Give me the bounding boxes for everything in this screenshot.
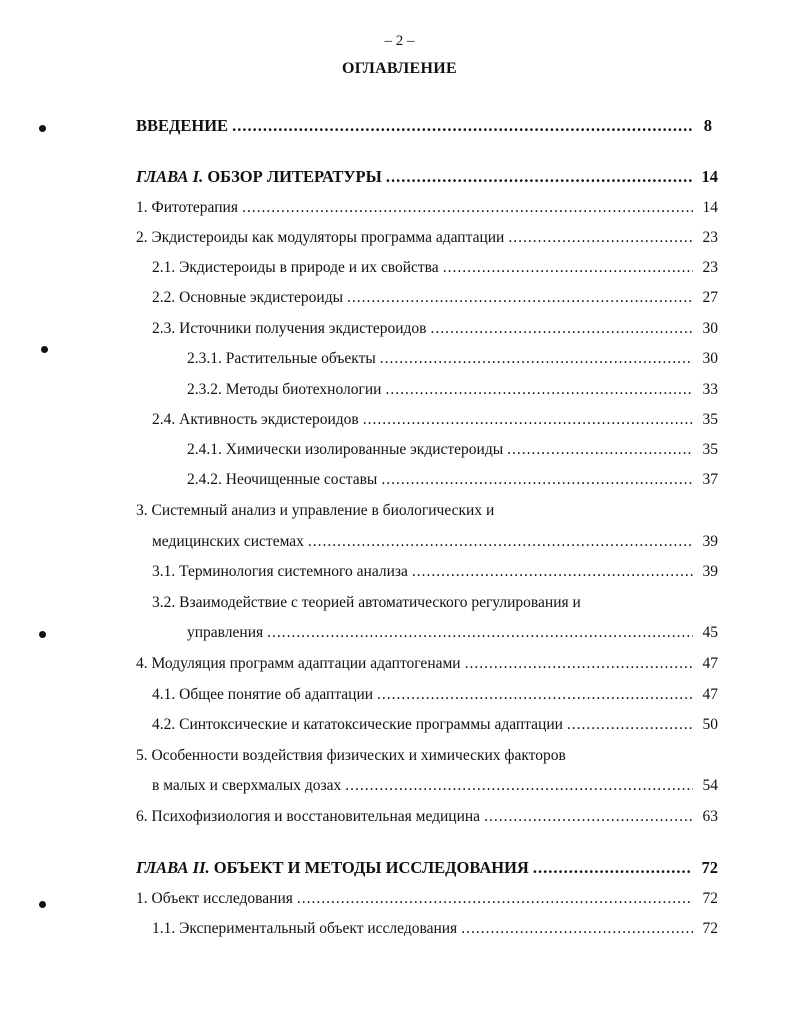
toc-entry-section-3-2-line-1[interactable]: 3.2. Взаимодействие с теорией автоматического регулирования и <box>152 594 581 611</box>
toc-label: 2.3.2. Методы биотехнологии <box>187 381 382 398</box>
toc-label: 1. Объект исследования <box>136 890 293 907</box>
toc-page-number: 39 <box>702 563 718 580</box>
toc-leader-dots <box>345 775 692 797</box>
toc-leader-dots <box>385 379 692 401</box>
toc-leader-dots <box>430 318 692 340</box>
toc-page-number: 14 <box>701 167 718 186</box>
toc-leader-dots <box>232 115 694 137</box>
toc-leader-dots <box>267 622 692 644</box>
toc-label: 2.4.1. Химически изолированные экдистероиды <box>187 441 504 458</box>
toc-entry-introduction[interactable] <box>136 115 712 137</box>
toc-entry-section-2-4[interactable] <box>152 409 718 431</box>
toc-page-number: 23 <box>702 259 718 276</box>
toc-entry-section-1[interactable] <box>136 197 718 219</box>
toc-page-number: 39 <box>702 533 718 550</box>
toc-page-number: 14 <box>702 199 718 216</box>
page-title: ОГЛАВЛЕНИЕ <box>342 60 457 77</box>
toc-leader-dots <box>507 439 692 461</box>
toc-entry-section-2-4-2[interactable] <box>187 469 718 491</box>
toc-entry-section-2-3[interactable] <box>152 318 718 340</box>
toc-chapter-number: ГЛАВА II. <box>136 858 210 877</box>
toc-page-number: 54 <box>702 777 718 794</box>
toc-entry-chapter-2-section-1[interactable] <box>136 888 718 910</box>
toc-entry-section-5-line-1[interactable]: 5. Особенности воздействия физических и химических факторов <box>136 747 566 764</box>
toc-page-number: 35 <box>702 411 718 428</box>
toc-label: 4.1. Общее понятие об адаптации <box>152 686 374 703</box>
toc-label: 2.4. Активность экдистероидов <box>152 411 359 428</box>
toc-entry-section-4-1[interactable] <box>152 684 718 706</box>
toc-entry-section-3-1[interactable] <box>152 561 718 583</box>
toc-label: ВВЕДЕНИЕ <box>136 116 229 135</box>
toc-chapter-number: ГЛАВА I. <box>136 167 204 186</box>
toc-leader-dots <box>297 888 693 910</box>
toc-label: ОБЗОР ЛИТЕРАТУРЫ <box>203 167 382 186</box>
toc-leader-dots <box>465 653 693 675</box>
toc-label: 1.1. Экспериментальный объект исследования <box>152 920 458 937</box>
toc-label: 2.3.1. Растительные объекты <box>187 350 376 367</box>
toc-leader-dots <box>461 918 692 940</box>
toc-leader-dots <box>347 287 692 309</box>
toc-label: управления <box>187 624 264 641</box>
toc-entry-section-2-3-2[interactable] <box>187 379 718 401</box>
toc-leader-dots <box>380 348 693 370</box>
toc-entry-section-4-2[interactable] <box>152 714 718 736</box>
page-number: – 2 – <box>384 33 415 49</box>
toc-label: 6. Психофизиология и восстановительная медицина <box>136 808 481 825</box>
toc-entry-section-2-2[interactable] <box>152 287 718 309</box>
toc-leader-dots <box>484 806 692 828</box>
toc-label: 2. Экдистероиды как модуляторы программа адаптации <box>136 229 505 246</box>
toc-label: ОБЪЕКТ И МЕТОДЫ ИССЛЕДОВАНИЯ <box>209 858 529 877</box>
toc-leader-dots <box>508 227 692 249</box>
toc-page-number: 45 <box>702 624 718 641</box>
toc-page-number: 63 <box>702 808 718 825</box>
toc-entry-section-5[interactable] <box>152 775 718 797</box>
toc-page-number: 30 <box>702 320 718 337</box>
toc-entry-section-3[interactable] <box>152 531 718 553</box>
toc-entry-section-2-3-1[interactable] <box>187 348 718 370</box>
toc-leader-dots <box>533 857 692 879</box>
toc-entry-section-2-1[interactable] <box>152 257 718 279</box>
toc-entry-section-3-line-1[interactable]: 3. Системный анализ и управление в биологических и <box>136 502 495 519</box>
toc-leader-dots <box>363 409 693 431</box>
toc-label: 1. Фитотерапия <box>136 199 238 216</box>
toc-leader-dots <box>308 531 693 553</box>
toc-label: 2.2. Основные экдистероиды <box>152 289 344 306</box>
toc-page-number: 50 <box>702 716 718 733</box>
toc-entry-section-2[interactable] <box>136 227 718 249</box>
toc-page-number: 72 <box>702 920 718 937</box>
toc-page-number: 23 <box>702 229 718 246</box>
toc-entry-section-2-4-1[interactable] <box>187 439 718 461</box>
toc-page-number: 30 <box>702 350 718 367</box>
toc-leader-dots <box>567 714 693 736</box>
toc-page-number: 33 <box>702 381 718 398</box>
toc-leader-dots <box>443 257 693 279</box>
toc-page-number: 72 <box>701 858 718 877</box>
toc-label: 4.2. Синтоксические и кататоксические программы адаптации <box>152 716 563 733</box>
toc-label: 3.1. Терминология системного анализа <box>152 563 408 580</box>
toc-page-number: 47 <box>702 655 718 672</box>
toc-page-number: 27 <box>702 289 718 306</box>
toc-leader-dots <box>386 166 692 188</box>
toc-entry-section-4[interactable] <box>136 653 718 675</box>
toc-leader-dots <box>377 684 692 706</box>
toc-label: в малых и сверхмалых дозах <box>152 777 342 794</box>
toc-entry-section-3-2[interactable] <box>187 622 718 644</box>
toc-label: 2.4.2. Неочищенные составы <box>187 471 378 488</box>
toc-page-number: 72 <box>702 890 718 907</box>
toc-page-number: 35 <box>702 441 718 458</box>
toc-page-number: 8 <box>703 116 712 135</box>
toc-entry-section-6[interactable] <box>136 806 718 828</box>
toc-label: медицинских системах <box>152 533 304 550</box>
toc-entry-chapter-1[interactable] <box>136 166 718 188</box>
toc-entry-chapter-2[interactable] <box>136 857 718 879</box>
toc-page-number: 37 <box>702 471 718 488</box>
toc-leader-dots <box>242 197 693 219</box>
toc-page-number: 47 <box>702 686 718 703</box>
toc-label: 4. Модуляция программ адаптации адаптогенами <box>136 655 461 672</box>
toc-label: 2.1. Экдистероиды в природе и их свойства <box>152 259 439 276</box>
toc-entry-chapter-2-section-1-1[interactable] <box>152 918 718 940</box>
toc-leader-dots <box>381 469 692 491</box>
toc-label: 2.3. Источники получения экдистероидов <box>152 320 427 337</box>
toc-leader-dots <box>412 561 693 583</box>
